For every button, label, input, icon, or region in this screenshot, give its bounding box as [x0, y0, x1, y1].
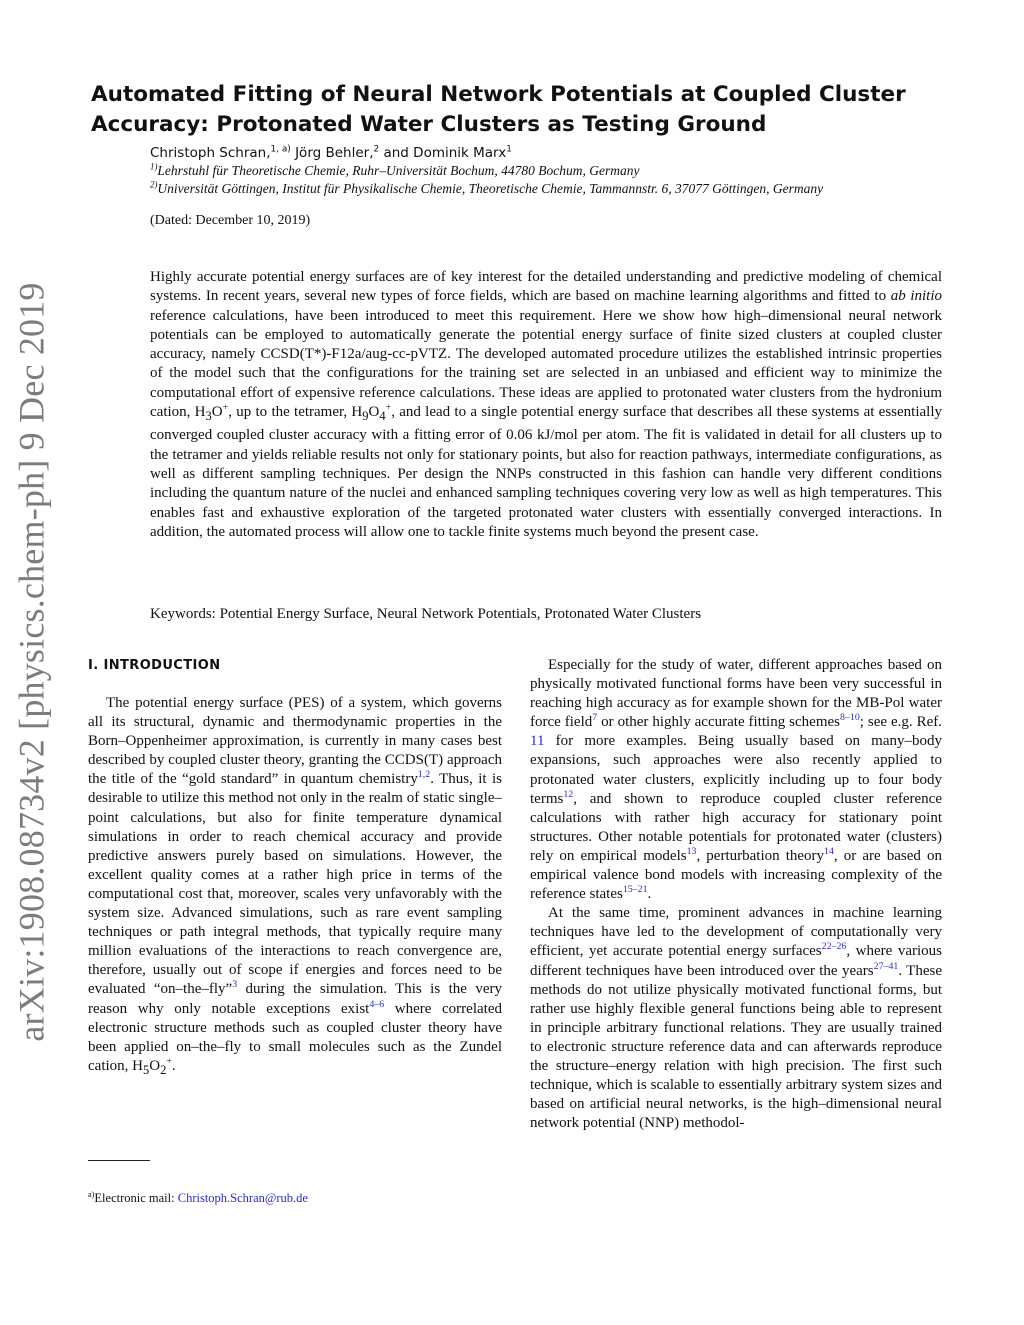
formula-sub: 9 — [362, 409, 369, 424]
keywords: Keywords: Potential Energy Surface, Neural Network Potentials, Protonated Water Clusters — [150, 606, 702, 622]
affiliation-1 — [150, 162, 942, 180]
affiliation-2 — [150, 180, 942, 198]
affiliation-text: Lehrstuhl für Theoretische Chemie, Ruhr–Universität Bochum, 44780 Bochum, Germany — [157, 163, 640, 178]
formula-part: O — [368, 404, 380, 421]
left-column — [88, 656, 502, 1080]
citation: 13 — [686, 845, 697, 857]
body-text: during the simulation. This is the very reason why only notable exceptions exist — [88, 981, 502, 1017]
formula-sup: + — [385, 402, 392, 414]
arxiv-sidebar — [4, 282, 60, 1042]
author-marx: and Dominik Marx — [379, 145, 507, 161]
formula-part: O — [149, 1057, 161, 1074]
formula-sup: + — [222, 402, 229, 414]
abstract-text: reference calculations, have been introduced to meet this requirement. Here we show how high–dimensional neural network potentials can be employed to automatically generate the potential energy surface of finite sized clusters at coupled cluster accuracy, namely CCSD(T*)-F12a/aug-cc-pVTZ. The developed automated procedure utilizes the established intrinsic properties of the model such that the configurations for the training set are selected in an unbiased and efficient way to minimize the computational effort of expensive reference calculations. These ideas are applied to protonated water clusters from the hydronium cation, H — [150, 307, 942, 421]
body-text: . — [647, 886, 652, 903]
right-column — [530, 656, 942, 1133]
body-text: . These methods do not utilize physically motivated functional forms, but rather use highly flexible general functions being able to represent in principle arbitrary functional relations. They are usually trained to electronic structure reference data and can afterwards reproduce the structure–energy relation with high precision. The first such technique, which is scalable to essentially arbitrary system sizes and based on artificial neural networks, is the high–dimensional neural network potential (NNP) methodol- — [530, 962, 942, 1132]
author-affil-mark: 2 — [373, 144, 380, 155]
affiliation-mark: 1) — [150, 161, 158, 172]
abstract-text: Highly accurate potential energy surfaces are of key interest for the detailed understanding and predictive modeling of chemical systems. In recent years, several new types of force fields, which are based on machine learning algorithms and fitted to — [150, 269, 942, 305]
author-schran: Christoph Schran, — [150, 145, 271, 161]
citation: 3 — [232, 979, 238, 991]
author-behler: Jörg Behler, — [290, 145, 374, 161]
footnote-label: Electronic mail: — [94, 1191, 178, 1205]
intro-paragraph-1 — [88, 694, 502, 1080]
body-text: , perturbation theory — [696, 847, 825, 864]
email-link[interactable]: Christoph.Schran@rub.de — [177, 1191, 308, 1205]
abstract-text: and lead to a single potential energy surface that describes all these systems at essentially converged coupled cluster accuracy with a fitting error of 0.06 kJ/mol per atom. The fit is validated in detail for all clusters up to the tetramer and yields reliable results not only for stationary points, but also for reaction pathways, intermediate configurations, as well as different sampling techniques. Per design the NNPs constructed in this fashion can handle very different conditions including the quantum nature of the nuclei and enhanced sampling techniques covering very low as well as high temperatures. This enables fast and exhaustive exploration of the targeted protonated water clusters with essentially converged interactions. In addition, the automated process will allow one to tackle finite systems much beyond the present case. — [150, 404, 942, 540]
citation: 12 — [563, 788, 574, 800]
abstract-italic: ab initio — [890, 288, 942, 305]
body-text: . — [171, 1057, 176, 1074]
formula-sub: 5 — [142, 1062, 150, 1077]
body-text: where correlated electronic structure methods such as coupled cluster theory have been applied on–the–fly to small molecules such as the Zundel cation, H — [88, 1000, 502, 1074]
body-text: ; see e.g. Ref. — [859, 714, 942, 731]
citation: 7 — [592, 712, 598, 724]
footnote-divider — [88, 1160, 150, 1161]
author-affil-mark: 1, a) — [270, 144, 291, 155]
citation: 14 — [824, 845, 834, 857]
affiliation-mark: 2) — [150, 179, 158, 190]
intro-paragraph-2 — [530, 656, 942, 904]
abstract-text: , up to the tetramer, H — [228, 404, 363, 421]
body-text: . Thus, it is desirable to utilize this method not only in the realm of static single–point calculations, but also for finite temperature dynamical simulations in order to reach chemical accuracy and provide predictive answers purely based on simulations. However, the excellent quality comes at a rather high price in terms of the computational cost that, moreover, scales very unfavorably with the system size. Advanced simulations, such as rare event sampling techniques or path integral methods, that typically require many million evaluations of the interactions to reach convergence are, therefore, usually out of scope if energies and forces need to be evaluated “on–the–fly” — [88, 771, 502, 998]
footnote-mark: a) — [88, 1189, 95, 1199]
body-text: for more examples. Being usually based on many–body expansions, such approaches were also recently applied to protonated water clusters, explicitly including up to four body terms — [530, 733, 942, 807]
front-matter — [150, 144, 942, 230]
footnote — [88, 1190, 502, 1206]
body-text: , and shown to reproduce coupled cluster reference calculations with rather high accuracy for stationary point structures. Other notable potentials for protonated water (clusters) rely on empirical models — [530, 790, 942, 864]
dated-line: (Dated: December 10, 2019) — [150, 213, 311, 228]
abstract-text: , — [391, 404, 395, 421]
author-affil-mark: 1 — [506, 144, 512, 155]
author-list — [150, 144, 942, 162]
body-text: The potential energy surface (PES) of a system, which governs all its structural, dynamic and thermodynamic properties in the Born–Oppenheimer approximation, is currently in many cases best described by coupled cluster theory, granting the CCDS(T) approach the title of the “gold standard” in quantum chemistry — [88, 695, 502, 788]
formula-sub: 4 — [379, 409, 386, 424]
body-text: or other highly accurate fitting schemes — [597, 714, 840, 731]
citation: 8–10 — [840, 712, 860, 724]
abstract — [150, 268, 942, 542]
body-text: , or are based on empirical valence bond models with increasing complexity of the reference states — [530, 847, 942, 903]
body-text: Especially for the study of water, different approaches based on physically motivated functional forms have been very successful in reaching high accuracy as for example shown for the MB-Pol water force field — [530, 657, 942, 731]
citation: 4–6 — [369, 998, 385, 1010]
intro-paragraph-3 — [530, 904, 942, 1133]
paper-title: Automated Fitting of Neural Network Potentials at Coupled Cluster Accuracy: Protonated Water Clusters as Testing Ground — [91, 82, 906, 137]
section-heading: I. INTRODUCTION — [88, 658, 221, 673]
formula-sub: 3 — [205, 409, 212, 424]
formula-sub: 2 — [160, 1062, 167, 1077]
formula-sup: + — [166, 1055, 172, 1067]
formula-part: O — [211, 404, 223, 421]
arxiv-identifier: arXiv:1908.08734v2 [physics.chem-ph] 9 Dec 2019 — [12, 282, 52, 1042]
citation: 1,2 — [417, 769, 431, 781]
citation: 15–21 — [622, 884, 648, 896]
body-text: , where various different techniques have been introduced over the years — [530, 943, 942, 979]
citation: 11 — [530, 733, 545, 750]
body-text: At the same time, prominent advances in machine learning techniques have led to the development of computationally very efficient, yet accurate potential energy surfaces — [530, 905, 942, 960]
citation: 27–41 — [873, 960, 899, 972]
affiliation-text: Universität Göttingen, Institut für Physikalische Chemie, Theoretische Chemie, Tammannstr. 6, 37077 Göttingen, Germany — [157, 181, 824, 196]
citation: 22–26 — [821, 941, 847, 953]
